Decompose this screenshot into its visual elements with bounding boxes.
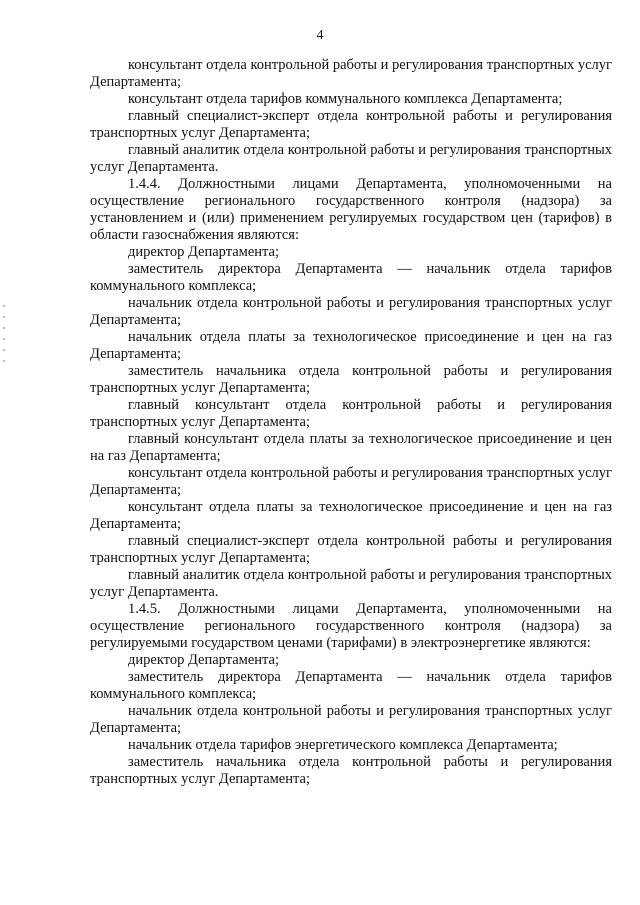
paragraph: заместитель начальника отдела контрольной работы и регулирования транспортных услуг Департамента;: [90, 363, 612, 396]
paragraph: главный консультант отдела контрольной работы и регулирования транспортных услуг Департамента;: [90, 397, 612, 430]
paragraph: главный консультант отдела платы за технологическое присоединение и цен на газ Департамента;: [90, 431, 612, 464]
paragraph: консультант отдела контрольной работы и регулирования транспортных услуг Департамента;: [90, 57, 612, 90]
paragraph: начальник отдела контрольной работы и регулирования транспортных услуг Департамента;: [90, 295, 612, 328]
paragraph: директор Департамента;: [128, 244, 280, 260]
margin-scan-marks: [2, 305, 6, 375]
paragraph: консультант отдела контрольной работы и регулирования транспортных услуг Департамента;: [90, 465, 612, 498]
paragraph: директор Департамента;: [128, 652, 280, 668]
paragraph: заместитель директора Департамента — начальник отдела тарифов коммунального комплекса;: [90, 261, 612, 294]
paragraph: главный аналитик отдела контрольной работы и регулирования транспортных услуг Департамента.: [90, 567, 612, 600]
paragraph: главный специалист-эксперт отдела контрольной работы и регулирования транспортных услуг Департамента;: [90, 108, 612, 141]
paragraph: консультант отдела платы за технологическое присоединение и цен на газ Департамента;: [90, 499, 612, 532]
section-1-4-5-paragraph: 1.4.5. Должностными лицами Департамента, уполномоченными на осуществление регионального государственного контроля (надзора) за регулируемыми государством ценами (тарифами) в электроэнергетике являются:: [90, 601, 612, 651]
paragraph: заместитель начальника отдела контрольной работы и регулирования транспортных услуг Департамента;: [90, 754, 612, 787]
paragraph: главный аналитик отдела контрольной работы и регулирования транспортных услуг Департамента.: [90, 142, 612, 175]
paragraph: заместитель директора Департамента — начальник отдела тарифов коммунального комплекса;: [90, 669, 612, 702]
paragraph: главный специалист-эксперт отдела контрольной работы и регулирования транспортных услуг Департамента;: [90, 533, 612, 566]
paragraph: начальник отдела тарифов энергетического комплекса Департамента;: [128, 737, 558, 753]
paragraph: начальник отдела контрольной работы и регулирования транспортных услуг Департамента;: [90, 703, 612, 736]
section-1-4-4-paragraph: 1.4.4. Должностными лицами Департамента, уполномоченными на осуществление регионального государственного контроля (надзора) за установлением и (или) применением регулируемых государством цен (тарифов) в области газоснабжения являются:: [90, 176, 612, 243]
page-number: 4: [316, 28, 324, 43]
paragraph: начальник отдела платы за технологическое присоединение и цен на газ Департамента;: [90, 329, 612, 362]
paragraph: консультант отдела тарифов коммунального комплекса Департамента;: [128, 91, 563, 107]
document-body: [90, 57, 612, 788]
